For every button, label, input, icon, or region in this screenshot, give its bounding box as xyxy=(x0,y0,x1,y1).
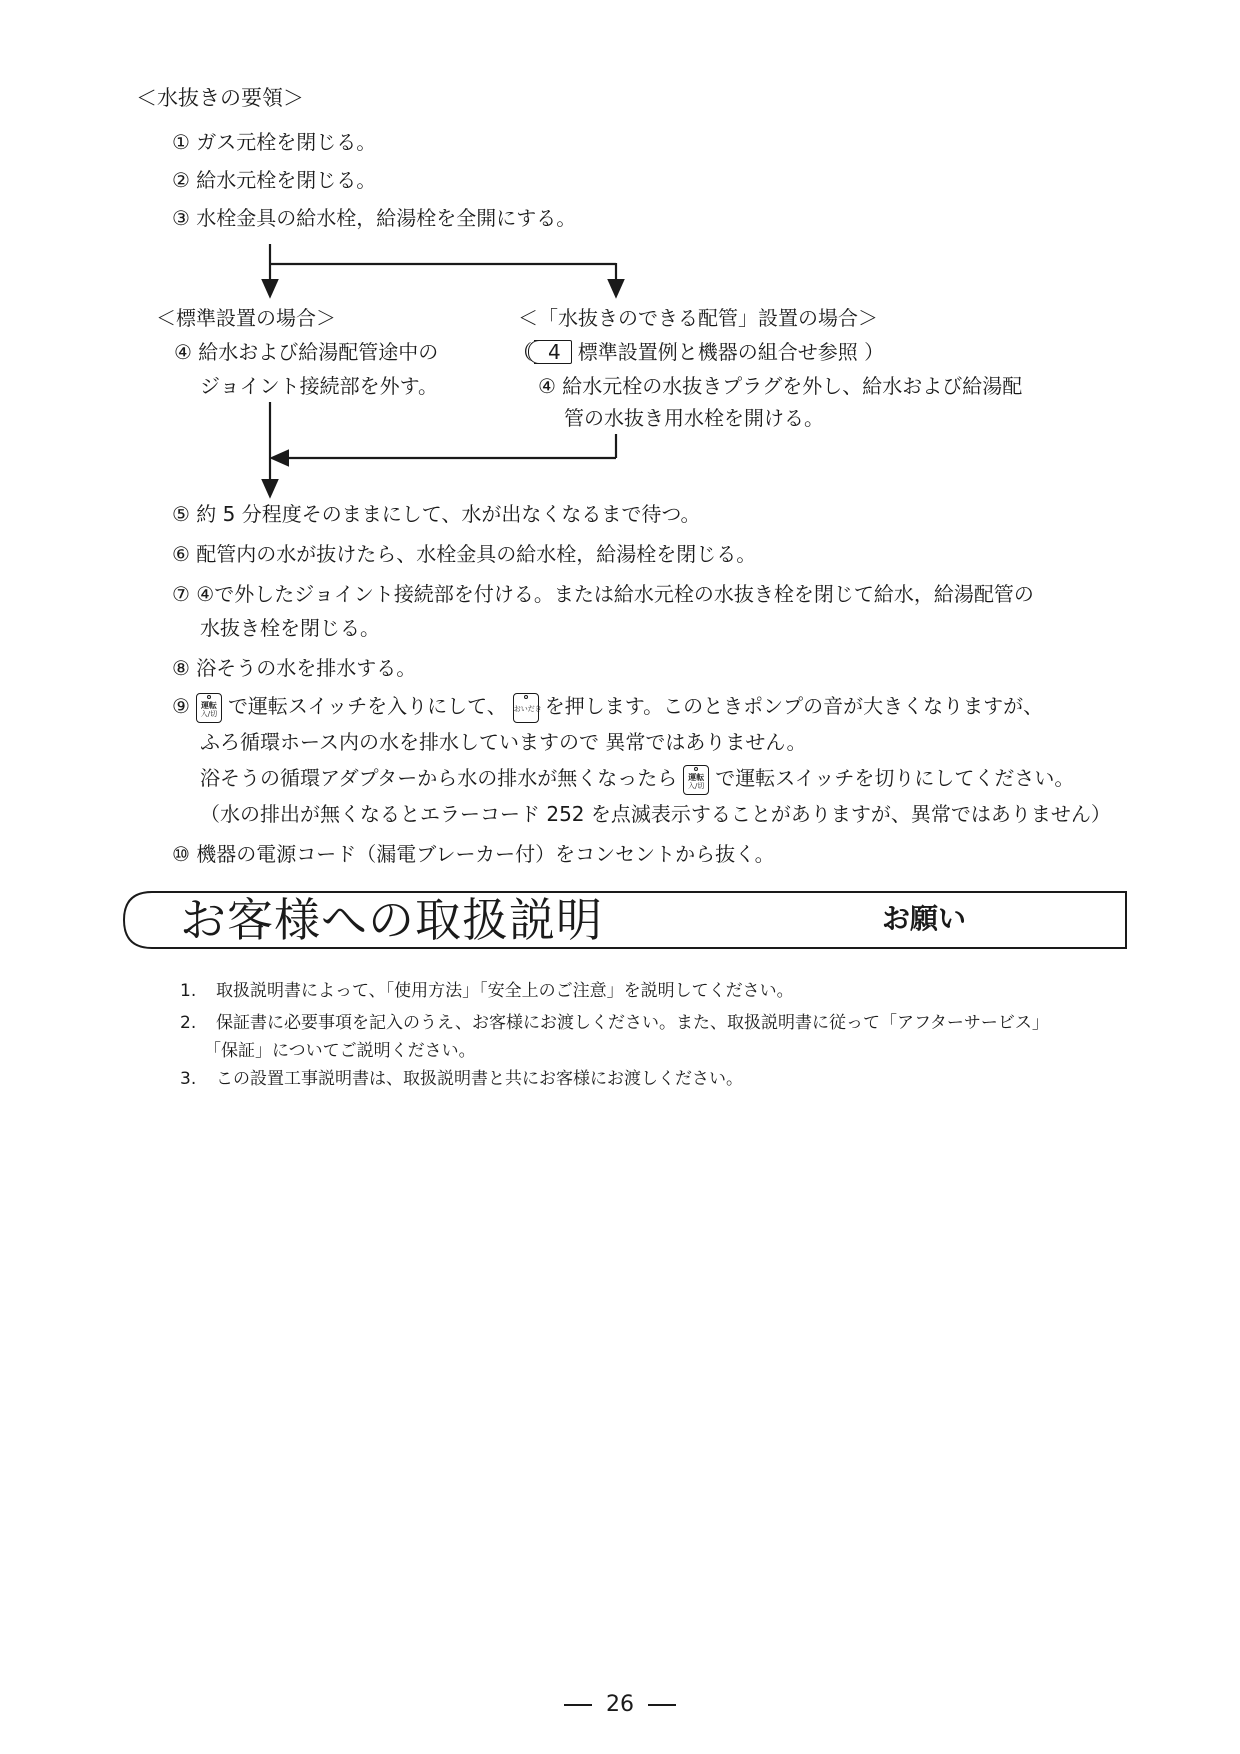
left-branch-heading: ＜標準設置の場合＞ xyxy=(156,306,336,330)
step-8: ⑧ 浴そうの水を排水する。 xyxy=(172,656,417,680)
step-7-line2: 水抜き栓を閉じる。 xyxy=(200,616,380,640)
step-9-line1 xyxy=(172,692,1043,723)
step-1: ① ガス元栓を閉じる。 xyxy=(172,130,377,154)
page-number: 26 xyxy=(606,1692,634,1717)
step-9-num: ⑨ xyxy=(172,694,190,718)
ref-text: 標準設置例と機器の組合せ参照 ） xyxy=(577,340,885,364)
step-9-line3-a: 浴そうの循環アダプターから水の排水が無くなったら xyxy=(200,766,678,790)
step-9-line3-b: で運転スイッチを切りにしてください。 xyxy=(715,766,1075,790)
left-branch-line1: ④ 給水および給湯配管途中の xyxy=(174,340,439,364)
section-banner xyxy=(120,890,1128,950)
item-2-text: 保証書に必要事項を記入のうえ、お客様にお渡しください。また、取扱説明書に従って「アフターサービス」 xyxy=(216,1013,1049,1033)
run-switch-key-icon-2: 運転 入/切 xyxy=(683,765,709,795)
item-3-text: この設置工事説明書は、取扱説明書と共にお客様にお渡しください。 xyxy=(216,1069,743,1089)
section-title: お客様への取扱説明 xyxy=(180,893,603,947)
step-2: ② 給水元栓を閉じる。 xyxy=(172,168,377,192)
step-9-line3 xyxy=(200,764,1074,795)
section-subtitle: お願い xyxy=(882,902,967,935)
right-branch-heading: ＜「水抜きのできる配管」設置の場合＞ xyxy=(518,306,878,330)
ref-open-paren: （ xyxy=(512,340,532,364)
flow-arrows xyxy=(0,0,1240,520)
item-1-text: 取扱説明書によって、「使用方法」「安全上のご注意」を説明してください。 xyxy=(216,981,794,1001)
oidaki-key-icon: おいだき xyxy=(513,693,539,723)
step-6: ⑥ 配管内の水が抜けたら、水栓金具の給水栓，給湯栓を閉じる。 xyxy=(172,542,757,566)
page-footer xyxy=(0,1692,1240,1717)
procedure-heading: ＜水抜きの要領＞ xyxy=(136,86,304,110)
step-9-line4: （水の排出が無くなるとエラーコード 252 を点滅表示することがありますが、異常ではありません） xyxy=(200,802,1111,826)
step-10: ⑩ 機器の電源コード（漏電ブレーカー付）をコンセントから抜く。 xyxy=(172,842,775,866)
footer-dash-right xyxy=(648,1704,676,1706)
right-branch-line2: 管の水抜き用水栓を開ける。 xyxy=(564,406,824,430)
right-branch-ref xyxy=(512,338,884,366)
step-9-text-a: で運転スイッチを入りにして、 xyxy=(227,694,507,718)
item-3-num: 3. xyxy=(180,1069,197,1089)
footer-dash-left xyxy=(564,1704,592,1706)
item-1-num: 1. xyxy=(180,981,197,1001)
right-branch-line1: ④ 給水元栓の水抜きプラグを外し、給水および給湯配 xyxy=(538,374,1023,398)
step-5: ⑤ 約 5 分程度そのままにして、水が出なくなるまで待つ。 xyxy=(172,502,701,526)
step-9-line2: ふろ循環ホース内の水を排水していますので 異常ではありません。 xyxy=(200,730,807,754)
item-2-text2: 「保証」についてご説明ください。 xyxy=(204,1041,476,1061)
step-7-line1: ⑦ ④で外したジョイント接続部を付ける。または給水元栓の水抜き栓を閉じて給水，給湯配管の xyxy=(172,582,1034,606)
step-3: ③ 水栓金具の給水栓，給湯栓を全開にする。 xyxy=(172,206,577,230)
step-9-text-b: を押します。このときポンプの音が大きくなりますが、 xyxy=(544,694,1044,718)
run-switch-key-icon: 運転 入/切 xyxy=(196,693,222,723)
item-2-num: 2. xyxy=(180,1013,197,1033)
ref-number-box: 4 xyxy=(534,340,572,364)
left-branch-line2: ジョイント接続部を外す。 xyxy=(200,374,438,398)
